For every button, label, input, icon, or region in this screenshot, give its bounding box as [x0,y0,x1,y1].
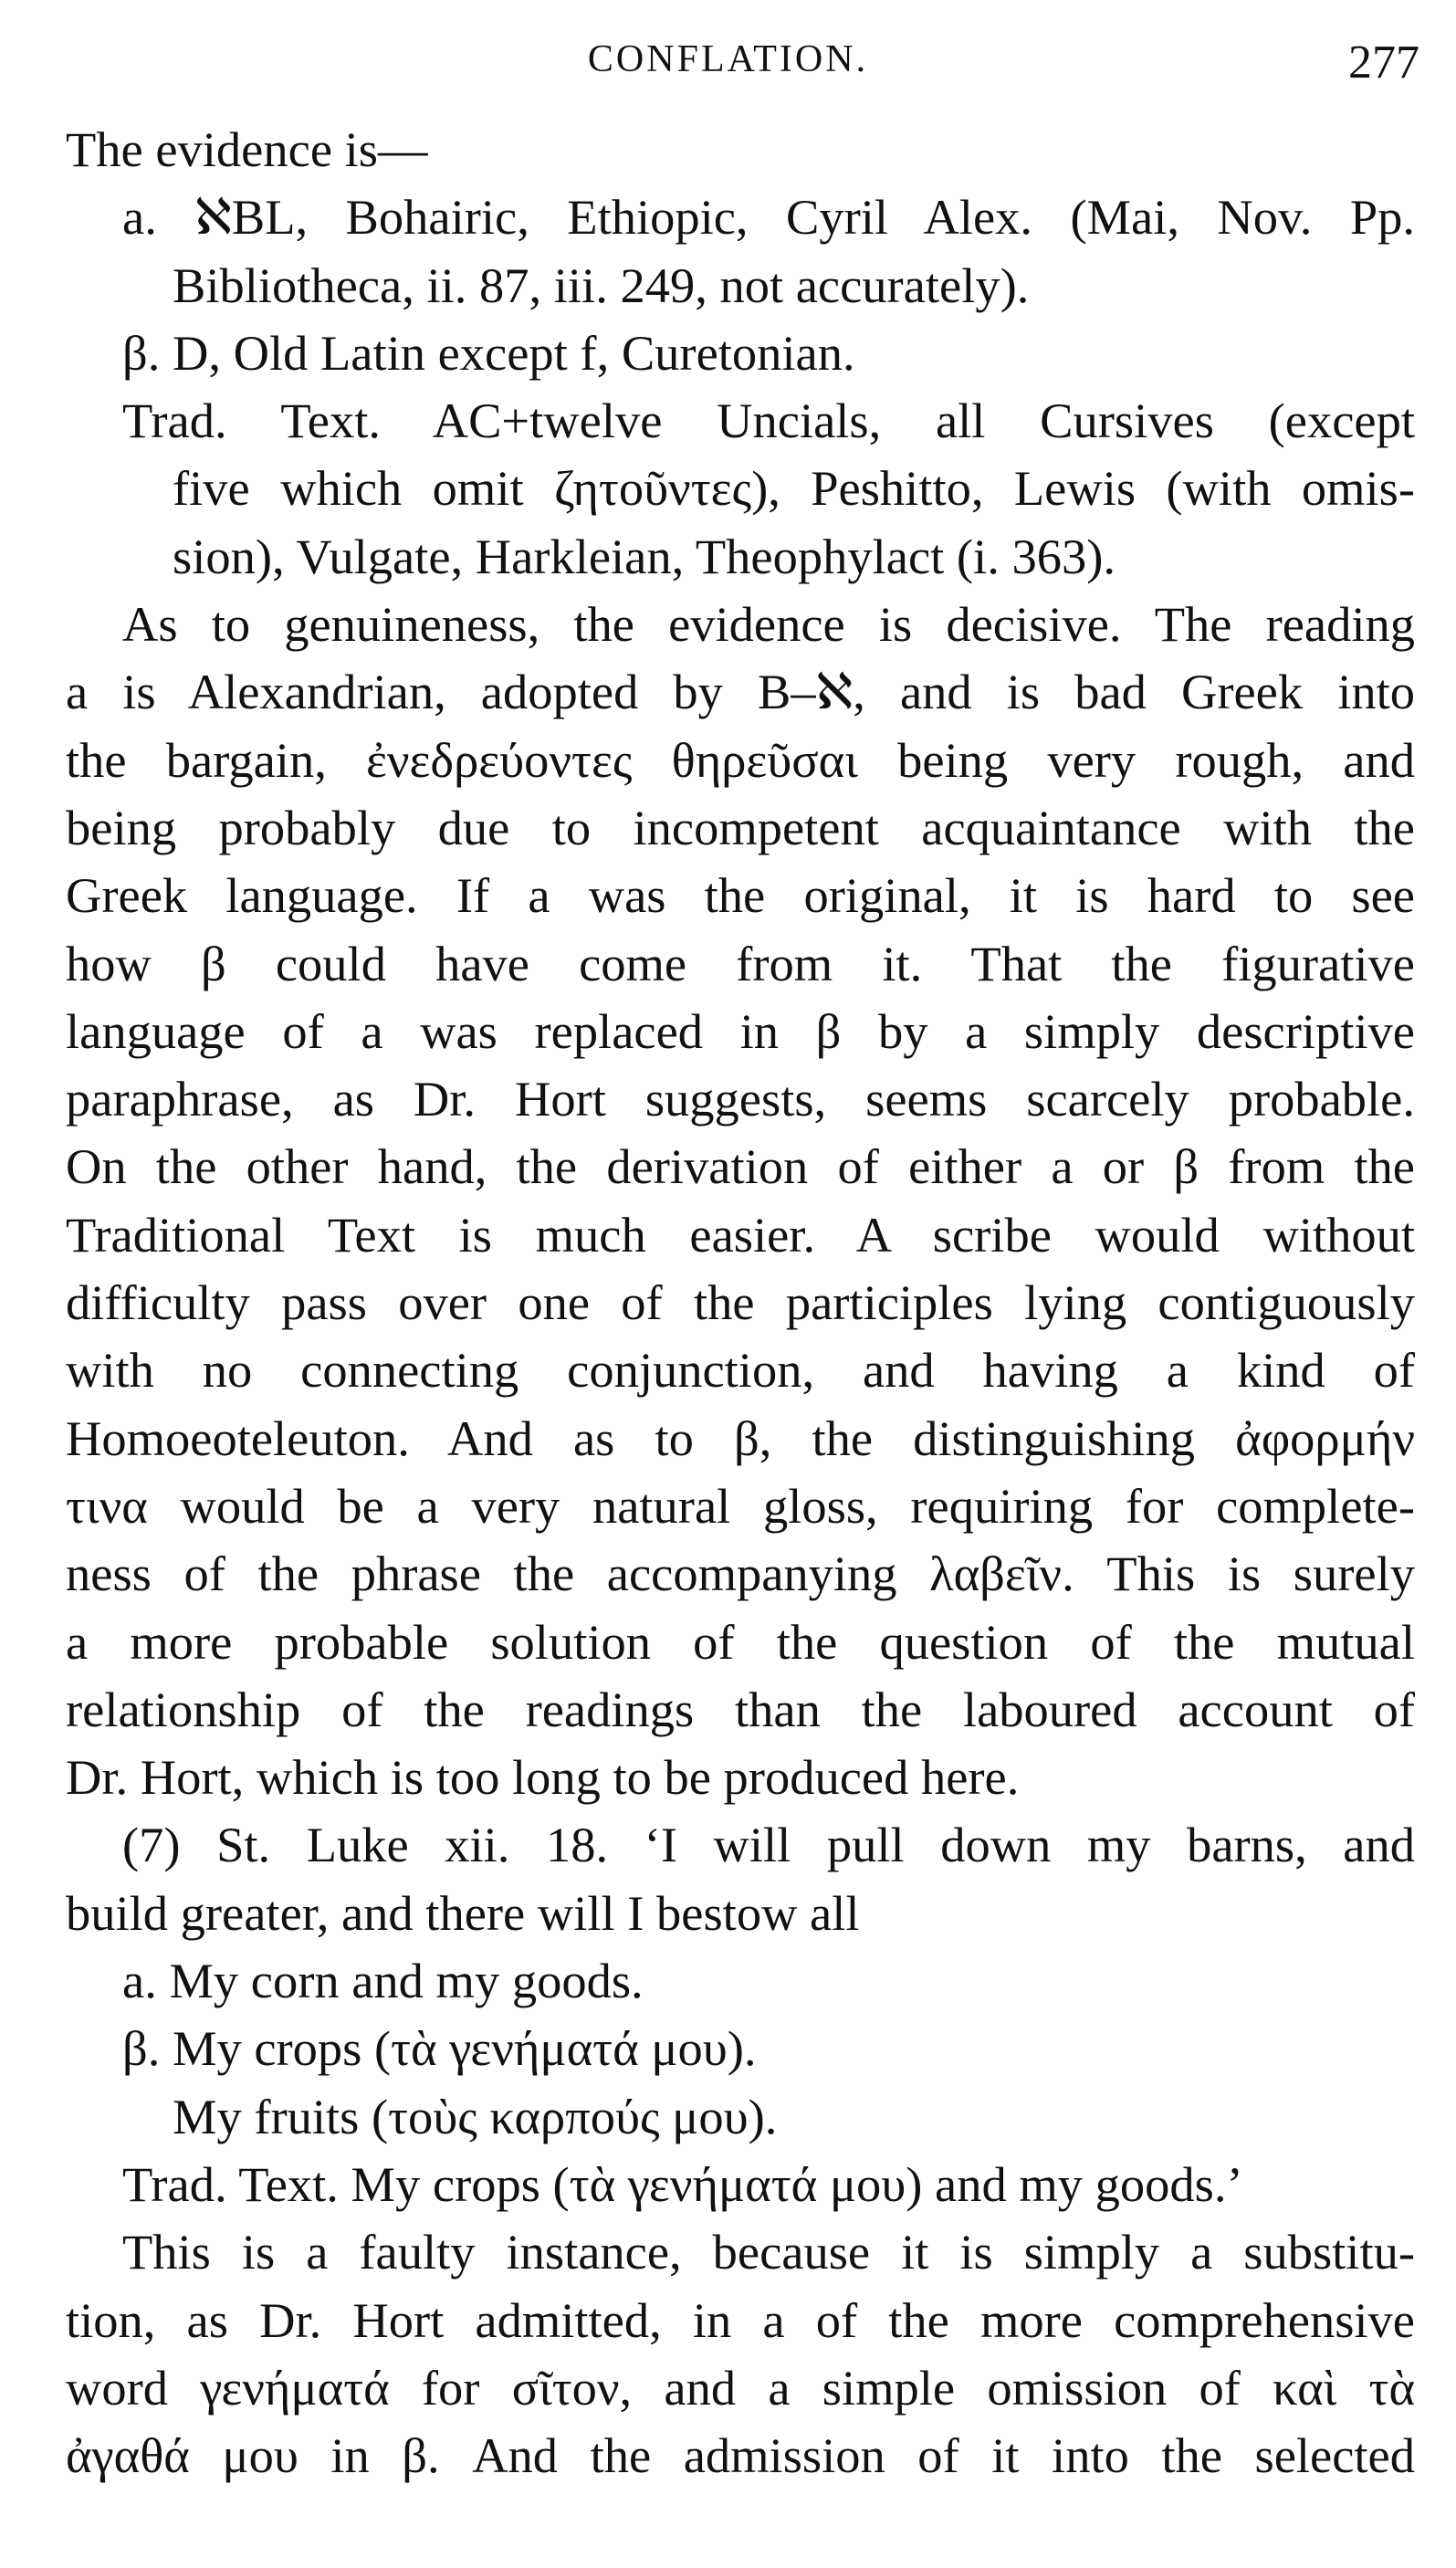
page-number: 277 [1348,37,1419,89]
text-line: As to genuineness, the evidence is decisive. The reading [122,596,1415,653]
text-line: The evidence is— [66,121,428,177]
text-line: relationship of the readings than the laboured account of [66,1681,1415,1737]
text-line: ἀγαθά μου in β. And the admission of it into the selected [66,2427,1415,2484]
text-line: language of a was replaced in β by a simply descriptive [66,1002,1415,1059]
text-line: Traditional Text is much easier. A scribe would without [66,1206,1415,1263]
text-line: Greek language. If a was the original, it is hard to see [66,867,1415,924]
text-line: Homoeoteleuton. And as to β, the distinguishing ἀφορμήν [66,1410,1415,1466]
running-title: CONFLATION. [587,38,869,80]
text-line: a is Alexandrian, adopted by B–ℵ, and is bad Greek into [66,664,1415,720]
text-line: with no connecting conjunction, and having a kind of [66,1342,1415,1399]
text-line: β. My crops (τὰ γενήματά μου). [122,2020,757,2077]
text-line: a more probable solution of the question of the mutual [66,1613,1415,1670]
text-line: Dr. Hort, which is too long to be produced here. [66,1749,1020,1806]
text-line: paraphrase, as Dr. Hort suggests, seems scarcely probable. [66,1071,1415,1127]
text-line: build greater, and there will I bestow all [66,1884,860,1941]
page-header [0,27,1456,91]
body-text [66,116,1415,2489]
text-line: τινα would be a very natural gloss, requiring for complete- [66,1477,1415,1534]
text-line: (7) St. Luke xii. 18. ‘I will pull down my barns, and [122,1817,1415,1873]
text-line: word γενήματά for σῖτον, and a simple omission of καὶ τὰ [66,2359,1415,2416]
text-line: difficulty pass over one of the participles lying contiguously [66,1274,1415,1331]
text-line: tion, as Dr. Hort admitted, in a of the more comprehensive [66,2291,1415,2348]
text-line: My fruits (τοὺς καρπούς μου). [173,2088,778,2144]
text-line: sion), Vulgate, Harkleian, Theophylact (i. 363). [173,528,1116,584]
text-line: Trad. Text. My crops (τὰ γενήματά μου) and my goods.’ [122,2155,1243,2212]
text-line: the bargain, ἐνεδρεύοντες θηρεῦσαι being very rough, and [66,731,1415,788]
text-line: being probably due to incompetent acquaintance with the [66,799,1415,855]
text-line: Bibliotheca, ii. 87, iii. 249, not accurately). [173,257,1030,313]
text-line: Trad. Text. AC+twelve Uncials, all Cursives (except [122,393,1415,449]
text-line: This is a faulty instance, because it is simply a substitu- [122,2224,1415,2280]
text-line: On the other hand, the derivation of either a or β from the [66,1138,1415,1195]
text-line: five which omit ζητοῦντες), Peshitto, Lewis (with omis- [173,460,1415,517]
text-line: a. My corn and my goods. [122,1953,644,2009]
text-line: β. D, Old Latin except f, Curetonian. [122,324,855,381]
text-line: how β could have come from it. That the figurative [66,935,1415,991]
text-line: ness of the phrase the accompanying λαβεῖν. This is surely [66,1546,1415,1602]
text-line: a. ℵBL, Bohairic, Ethiopic, Cyril Alex. (Mai, Nov. Pp. [122,189,1415,246]
